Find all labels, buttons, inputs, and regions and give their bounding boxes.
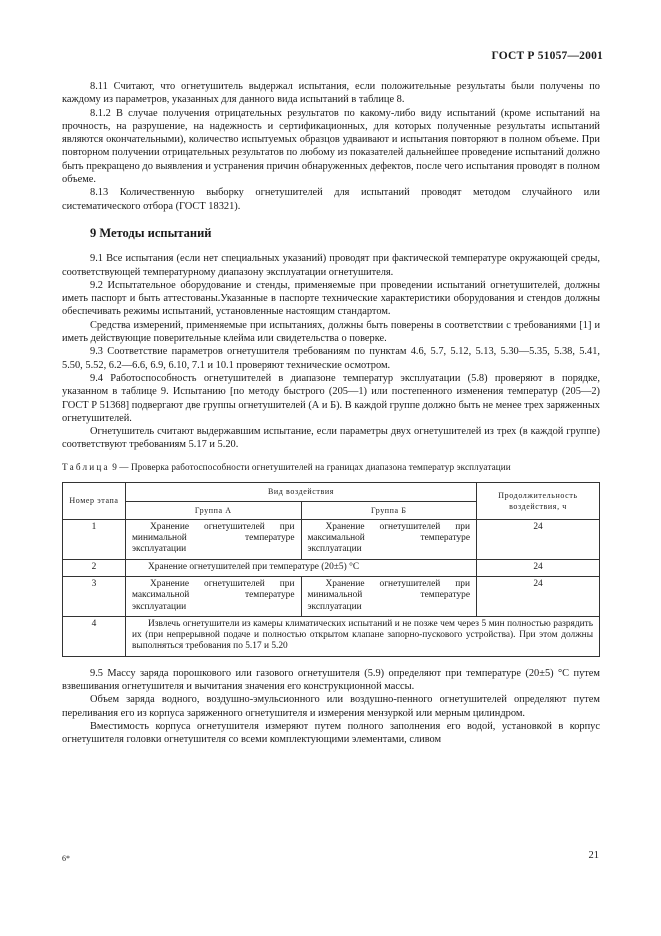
table-row (63, 559, 600, 576)
table-row (63, 519, 600, 559)
header-action: Вид воздействия (126, 483, 477, 501)
cell-action: Извлечь огнетушители из камеры климатических испытаний и не позже чем через 5 мин полностью разрядить их (при непрерывной подаче и полностью открытом клапане запорно-пускового устройства). При этом должны выполняться требования по 5.17 и 5.20 (126, 616, 600, 656)
cell-stage: 2 (63, 559, 126, 576)
cell-group-b (301, 519, 477, 559)
cell-stage: 3 (63, 577, 126, 617)
cell-text: Хранение огнетушителей при минимальной температуре эксплуатации (132, 521, 295, 555)
paragraph: 9.2 Испытательное оборудование и стенды, применяемые при проведении испытаний огнетушителей, должны иметь паспорт и быть аттестованы.Указанные в паспорте технические характеристики оборудования и стендов должны обеспечивать режимы испытаний, установленные настоящим стандартом. (62, 279, 600, 318)
paragraph: Объем заряда водного, воздушно-эмульсионного или воздушно-пенного огнетушителей определяют путем переливания его из корпуса заряженного огнетушителя и измерения мензуркой или мерным цилиндром. (62, 694, 600, 719)
table-row (63, 616, 600, 656)
cell-group-b (301, 577, 477, 617)
document-code: ГОСТ Р 51057—2001 (491, 50, 603, 62)
cell-duration: 24 (477, 577, 600, 617)
test-table (62, 482, 600, 657)
header-stage: Номер этапа (63, 483, 126, 520)
cell-group-a (126, 519, 302, 559)
cell-text: Хранение огнетушителей при минимальной температуре эксплуатации (307, 579, 470, 612)
cell-action: Хранение огнетушителей при температуре (20±5) °С (126, 559, 477, 576)
paragraph: 8.11 Считают, что огнетушитель выдержал испытания, если положительные результаты были получены по каждому из параметров, указанных для данного вида испытаний в таблице 8. (62, 81, 600, 106)
signature-mark: 6* (62, 854, 70, 863)
paragraph: 9.5 Массу заряда порошкового или газового огнетушителя (5.9) определяют при температуре (20±5) °С путем взвешивания огнетушителя и вычитания значения его конструкционной массы. (62, 667, 600, 693)
header-group-b: Группа Б (301, 501, 477, 519)
paragraph: Средства измерений, применяемые при испытаниях, должны быть поверены в соответствии с требованиями [1] и иметь действующие поверительные клейма или свидетельства о поверке. (62, 319, 600, 345)
table-caption-text: 9 — Проверка работоспособности огнетушителей на границах диапазона температур эксплуатации (109, 461, 511, 472)
page-number: 21 (588, 850, 599, 861)
table-caption-label: Таблица (62, 461, 110, 472)
paragraph: 9.4 Работоспособность огнетушителей в диапазоне температур эксплуатации (5.8) проверяют в порядке, указанном в таблице 9. Испытанию [по методу быстрого (205—1) или постепенного изменения температур (205—2) ГОСТ Р 51368] подвергают две группы огнетушителей (А и Б). В каждой группе должно быть не менее трех заряженных огнетушителей. (62, 372, 600, 424)
paragraph: Вместимость корпуса огнетушителя измеряют путем полного заполнения его водой, установкой в корпус огнетушителя головки огнетушителя со всеми комплектующими элементами, сливом (62, 720, 600, 746)
paragraph: 8.1.2 В случае получения отрицательных результатов по какому-либо виду испытаний (кроме испытаний на прочность, на разрушение, на надежность и сертификационных, для которых полученные результаты испытаний являются окончательными), количество испытуемых образцов удваивают и испытания повторяют в полном объеме. При повторном получении отрицательных результатов по любому из показателей дальнейшее проведение испытаний должно быть прекращено до выявления и устранения причин обнаруженных дефектов, после чего испытания проводят в полном объеме. (62, 107, 600, 186)
paragraph: 8.13 Количественную выборку огнетушителей для испытаний проводят методом случайного или систематического отбора (ГОСТ 18321). (62, 187, 600, 212)
cell-text: Хранение огнетушителей при максимальной температуре эксплуатации (307, 521, 470, 555)
table-header-row (63, 483, 600, 501)
page-content (62, 80, 600, 747)
cell-text: Хранение огнетушителей при максимальной температуре эксплуатации (132, 579, 295, 612)
paragraph: Огнетушитель считают выдержавшим испытание, если параметры двух огнетушителей из трех (в каждой группе) соответствуют требованиям 5.17 и 5.20. (62, 426, 600, 451)
section-title: 9 Методы испытаний (90, 225, 212, 240)
paragraph: 9.1 Все испытания (если нет специальных указаний) проводят при фактической температуре окружающей среды, соответствующей температурному диапазону эксплуатации огнетушителя. (62, 253, 600, 278)
cell-stage: 1 (63, 519, 126, 559)
cell-duration: 24 (477, 519, 600, 559)
header-group-a: Группа А (126, 501, 302, 519)
cell-stage: 4 (63, 616, 126, 656)
cell-group-a (126, 577, 302, 617)
table-row (63, 577, 600, 617)
cell-duration: 24 (477, 559, 600, 576)
table-caption (62, 462, 600, 474)
paragraph: 9.3 Соответствие параметров огнетушителя требованиям по пунктам 4.6, 5.7, 5.12, 5.13, 5.30—5.35, 5.38, 5.41, 5.50, 5.52, 6.2—6.6, 6.9, 6.10, 7.1 и 10.1 проверяют технические осмотром. (62, 346, 600, 371)
header-duration: Продолжительность воздействия, ч (477, 483, 600, 520)
